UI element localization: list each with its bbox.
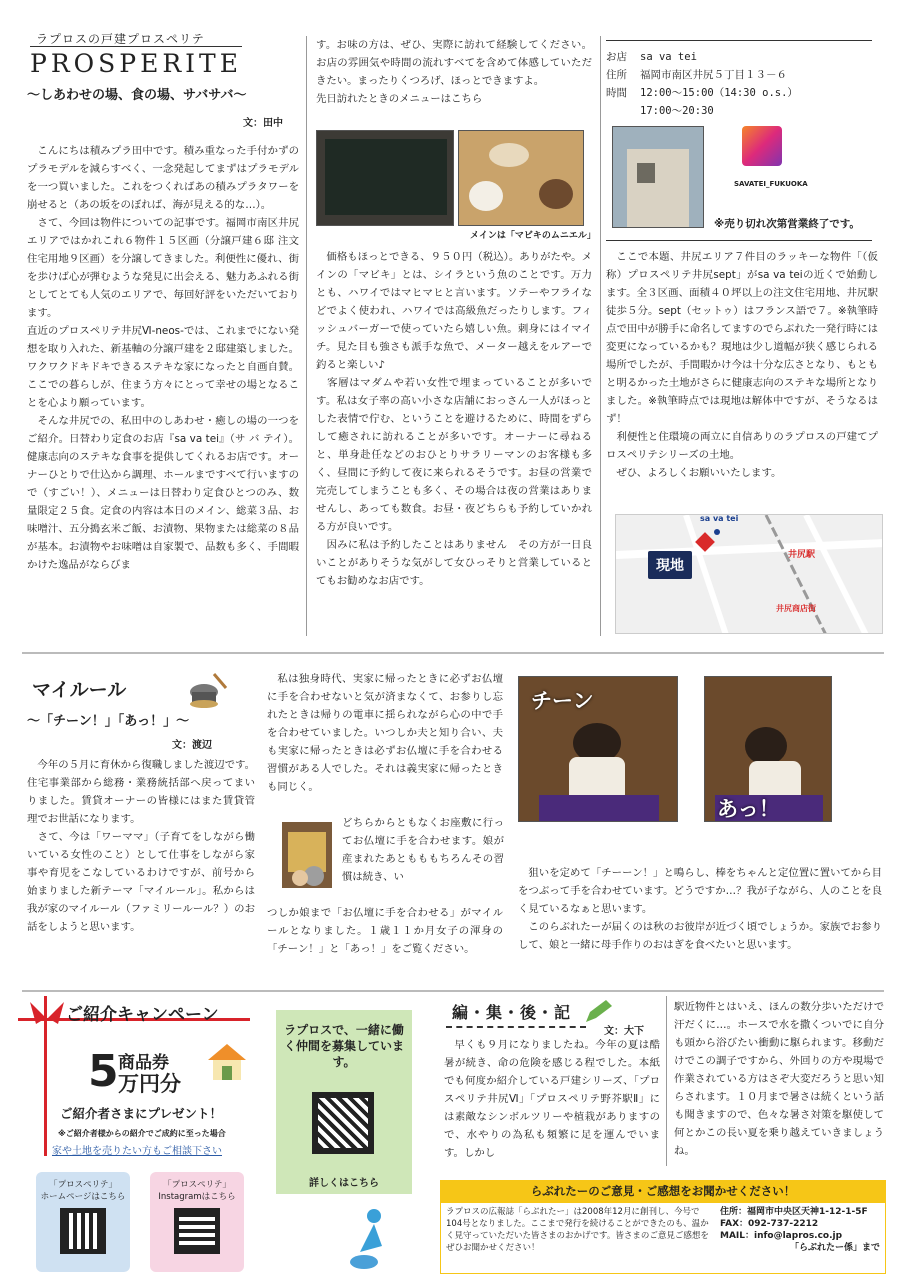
footer-to: 「らぶれたー係」まで bbox=[789, 1243, 880, 1253]
ribbon-icon bbox=[28, 996, 68, 1036]
editor-col1-text: 早くも９月になりましたね。今年の夏は酷暑が続き、命の危険を感じる程でした。本紙でも何度か紹介している戸建シリーズ、「プロスペリテ井尻Ⅵ」「プロスペリテ野芥駅Ⅱ」には素敵なシンボルツリーや植栽がありますので、水やりの為私も頻繁に足を運んでいます。しかし bbox=[444, 1039, 660, 1159]
campaign-amount-number: 5 bbox=[88, 1046, 119, 1097]
bell-icon bbox=[184, 670, 228, 710]
homepage-label-1: 「プロスペリテ」 bbox=[49, 1180, 117, 1190]
article1-title: 〜しあわせの場、食の場、サバサバ〜 bbox=[27, 88, 247, 103]
campaign-sell-link[interactable]: 家や土地を売りたい方もご相談下さい bbox=[52, 1146, 222, 1157]
photo1-label: チーン bbox=[531, 689, 594, 713]
menu-board-photo bbox=[316, 130, 454, 226]
campaign-amount-unit: 万円分 bbox=[118, 1072, 181, 1096]
article2-col2-bottom-text: つしか娘まで「お仏壇に手を合わせる」がマイルールとなりました。１歳１１か月女子の渾身の「チーン！」と「あっ！」をご覧ください。 bbox=[267, 907, 503, 955]
instagram-qr-card[interactable] bbox=[150, 1172, 244, 1272]
footer-contact bbox=[720, 1206, 880, 1254]
campaign-title: ご紹介キャンペーン bbox=[66, 1005, 219, 1025]
homepage-qr-card[interactable] bbox=[36, 1172, 130, 1272]
footer-text: ラプロスの広報誌「らぶれたー」は2008年12月に創刊し、今号で104号となりました。ここまで発行を続けることができたのも、温かく見守っていただいた皆さまのおかげです。皆さまのご意見ご感想をぜひお聞かせください！ bbox=[446, 1207, 709, 1253]
campaign-note: ※ご紹介者様からの紹介でご成約に至った場合 bbox=[58, 1129, 226, 1138]
house-icon bbox=[204, 1038, 250, 1082]
article1-col2-bottom-text: 価格もほっとできる、９５０円（税込）。ありがたや。メインの「マビキ」とは、シイラという魚のことです。万力とも、ハワイではマヒマヒと言います。ソテーやフライなどでよく使われ、ハワイでは高級魚だったりします。フィッシュバーガーで使っていたら嬉しい魚。刺身にはイマイチ。見た目も強さも派手な魚で、メーター越えをルアーで釣ると楽しい♪ 客層はマダムや若い女性で埋まっていることが多いです。私は女子率の高い小さな店舗におっさん一人がほっとした表情で佇む、ということを避けるために、時間をずらして癒されに訪れることが多いです。オーナーに尋ねると、単身赴任などのおひとりサラリーマンのお客様も多く、昼間に予約して夜に来られるそうです。お昼の営業で完売してしまうことも多く、その場合は夜の営業はありませんし、あっても数食。お昼・夜どちらも予約していかれる方が良いです。 因みに私は予約したことはありません その方が一日良いことがありそうな気がして女ひっそりと営業しているとてもお勧めなお店です。 bbox=[316, 251, 592, 587]
instagram-label-2: Instagramはこちら bbox=[158, 1192, 236, 1202]
shop-sellout-note: ※売り切れ次第営業終了です。 bbox=[714, 218, 860, 230]
mascot-illustration bbox=[346, 1206, 396, 1272]
article2-byline: 文：渡辺 bbox=[172, 740, 212, 751]
article2-col3-text: 狙いを定めて「チーーン！」と鳴らし、棒をちゃんと定位置に置いてから目をつぶって手を合わせています。どうですか…？我が子ながら、人のことを良く見ているなぁと思います。 このらぶれたーが届くのは秋のお彼岸が近づく頃でしょうか。家族でお参りして、娘と一緒に母手作りのおはぎを食べたいと思います。 bbox=[518, 867, 882, 951]
editor-divider bbox=[666, 996, 667, 1166]
shop-exterior-photo bbox=[612, 126, 704, 228]
homepage-label-2: ホームページはこちら bbox=[40, 1192, 126, 1202]
referral-campaign bbox=[18, 996, 250, 1164]
shop-info-table bbox=[606, 48, 876, 120]
editor-col2-text: 駅近物件とはいえ、ほんの数分歩いただけで汗だくに…。ホースで水を撒くついでに自分も頭から浴びたい衝動に駆られます。移動だけでこの調子ですから、外回りの方や現場で作業されている方はさぞ大変だろうと思い知らされます。１０月まで暑さは続くという話も聞きますので、色々な暑さ対策を駆使して何とかこの長い夏を乗り越えていきましょうね。 bbox=[674, 1001, 884, 1157]
footer-mail[interactable]: MAIL：info@lapros.co.jp bbox=[720, 1231, 843, 1241]
shop-info-rule-bottom bbox=[606, 240, 872, 241]
column-divider bbox=[600, 36, 601, 636]
butsudan-illustration bbox=[276, 818, 338, 892]
shop-hours-value-2: 17:00～20:30 bbox=[640, 105, 714, 117]
location-map[interactable] bbox=[615, 514, 883, 634]
map-site-label: 現地 bbox=[648, 551, 692, 579]
article1-col3-text: ここで本題、井尻エリア７件目のラッキーな物件「（仮称）プロスペリテ井尻sept」がsa va teiの近くで始動します。全３区画、面積４０坪以上の注文住宅用地、井尻駅徒歩５分。sept（セットゥ）はフランス語で７。※執筆時点で田中が勝手に命名してますのでらぶれた一発行時には変更になっているかも？現地は少し道幅が狭く感じられる場所でしたが、手間暇かけ今は十分な広さとなり、もともと明るかった土地がさらに健康志向のステキな場所となりました。※執筆時点では現地は解体中ですが、そうなるはず！ 利便性と住環境の両立に自信ありのラプロスの戸建てプロスペリテシリーズの土地。 ぜひ、よろしくお願いいたします。 bbox=[606, 251, 878, 479]
photo2-label: あっ！ bbox=[717, 797, 780, 821]
meal-photo bbox=[458, 130, 584, 226]
shop-name-label: お店 bbox=[606, 51, 627, 63]
article1-byline: 文：田中 bbox=[243, 118, 283, 129]
shop-hours-value-1: 12:00～15:00（14:30 o.s.） bbox=[640, 87, 798, 99]
feedback-bar-text: らぶれたーのご意見・ご感想をお聞かせください！ bbox=[530, 1184, 796, 1198]
brand-subtitle: ラプロスの戸建プロスペリテ bbox=[36, 32, 205, 46]
shop-info-rule bbox=[606, 40, 872, 41]
map-shop-label: sa va tei bbox=[700, 514, 739, 523]
recruit-title: ラプロスで、一緒に働く仲間を募集しています。 bbox=[283, 1023, 404, 1069]
instagram-qr-code[interactable] bbox=[174, 1208, 220, 1254]
feedback-bar bbox=[440, 1180, 886, 1202]
brand-logo: PROSPERITE bbox=[30, 46, 242, 78]
article2-col1-text: 今年の５月に育休から復職しました渡辺です。住宅事業部から総務・業務統括部へ戻ってまいりました。賃貸オーナーの皆様にはまた賃貸管理でお世話になります。 さて、今は「ワーママ」（子育てをしながら働いている女性のこと）として仕事をしながら家事や育児をこなしているわけですが、前号から始まりました新テーマ「マイルール」。私からは我が家のマイルール（ファミリールール？）のお話をしようと思います。 bbox=[27, 759, 255, 933]
column-divider bbox=[306, 36, 307, 636]
section-divider bbox=[22, 652, 884, 654]
map-station-label: 井尻駅 bbox=[788, 550, 816, 560]
instagram-label-1: 「プロスペリテ」 bbox=[163, 1180, 231, 1190]
editor-title-rule bbox=[446, 1026, 586, 1028]
campaign-present-line: ご紹介者さまにプレゼント！ bbox=[60, 1106, 223, 1121]
shop-instagram-label: SAVATEI_FUKUOKA bbox=[734, 180, 808, 188]
editor-byline: 文：大下 bbox=[604, 1026, 644, 1037]
child-photo-ah bbox=[704, 676, 832, 822]
section-divider bbox=[22, 990, 884, 992]
shop-hours-label: 時間 bbox=[606, 87, 627, 99]
article1-col2-top-text: す。お味の方は、ぜひ、実際に訪れて経験してください。お店の雰囲気や時間の流れすべてを含めて体感していただきたい。まったりくつろげ、ほっとできますよ。 先日訪れたときのメニューはこちら bbox=[316, 39, 592, 105]
map-shopping-label: 井尻商店街 bbox=[776, 604, 816, 613]
child-photo-chin bbox=[518, 676, 678, 822]
campaign-amount-prefix: 商品券 bbox=[118, 1053, 169, 1073]
footer-address: 住所：福岡市中央区天神1-12-1-5F bbox=[720, 1207, 868, 1217]
shop-instagram-qr[interactable] bbox=[742, 126, 782, 166]
editor-title: 編・集・後・記 bbox=[452, 1003, 572, 1022]
shop-name-value: sa va tei bbox=[640, 51, 697, 63]
article1-col1-text: こんにちは積みプラ田中です。積み重なった手付かずのプラモデルを減らすべく、一念発起してまずはプラモデルを一つ買いました。これをつくればあの積みプラタワーを崩せると（あの坂をのぼれば、海が見える的な…）。 さて、今回は物件についての記事です。福岡市南区井尻エリアではかれこれ６物件１５区画（分譲戸建６邸 注文住宅用地９区画）を分譲してきました。利便性に優れ、街を歩けば心が弾むような発見に出会える、魅力あふれる街としてとても人気のエリアで、毎回好評をいただいております。 直近のプロスペリテ井尻Ⅵ-neos-では、これまでにない発想を取り入れた、新基軸の分譲戸建を２邸建築しました。ワクワクドキドキできるステキな家になったと自画自賛。ここでの暮らしが、住まう方々にとって幸せの場となることを心より願っています。 そんな井尻での、私田中のしあわせ・癒しの場の一つをご紹介。日替わり定食のお店『sa va tei』（サ バ テイ）。健康志向のステキな食事を提供してくれるお店です。オーナーひとりで仕込から調理、ホールまですべて行いますので（すごい！）、メニューは日替わり定食ひとつのみ、数量限定２５食。定食の内容は本日のメイン、総菜３品、お味噌汁、五分搗玄米ご飯、お漬物、果物または総菜の８品が基本。お漬物やお味噌は自家製で、品数も多く、手間暇かけた逸品がならびま bbox=[27, 145, 299, 571]
article2-title: マイルール bbox=[32, 679, 127, 701]
meal-photo-caption: メインは「マビキのムニエル」 bbox=[470, 231, 596, 241]
footer-fax: FAX：092-737-2212 bbox=[720, 1219, 819, 1229]
pencil-icon bbox=[584, 998, 614, 1024]
recruit-box bbox=[276, 1010, 412, 1194]
shop-addr-value: 福岡市南区井尻５丁目１３－６ bbox=[640, 69, 787, 81]
article2-col2-right-text: どちらからともなくお座敷に行ってお仏壇に手を合わせます。娘が産まれたあともももちろんその習慣は続き、い bbox=[342, 817, 504, 883]
article2-subtitle: 〜「チーン！」「あっ！」〜 bbox=[27, 714, 190, 729]
recruit-qr-code[interactable] bbox=[312, 1092, 374, 1154]
homepage-qr-code[interactable] bbox=[60, 1208, 106, 1254]
shop-addr-label: 住所 bbox=[606, 69, 627, 81]
recruit-detail-label: 詳しくはこちら bbox=[309, 1178, 379, 1189]
article2-col2-top-text: 私は独身時代、実家に帰ったときに必ずお仏壇に手を合わせないと気が済まなくて、お参りし忘れたときは帰りの電車に揺られながら心の中で手を合わせていました。いつしか夫と知り合い、夫も実家に帰ったときは必ずお仏壇に手を合わせる習慣がある人でした。それは義実家に帰ったときも同じく。 bbox=[267, 673, 503, 793]
